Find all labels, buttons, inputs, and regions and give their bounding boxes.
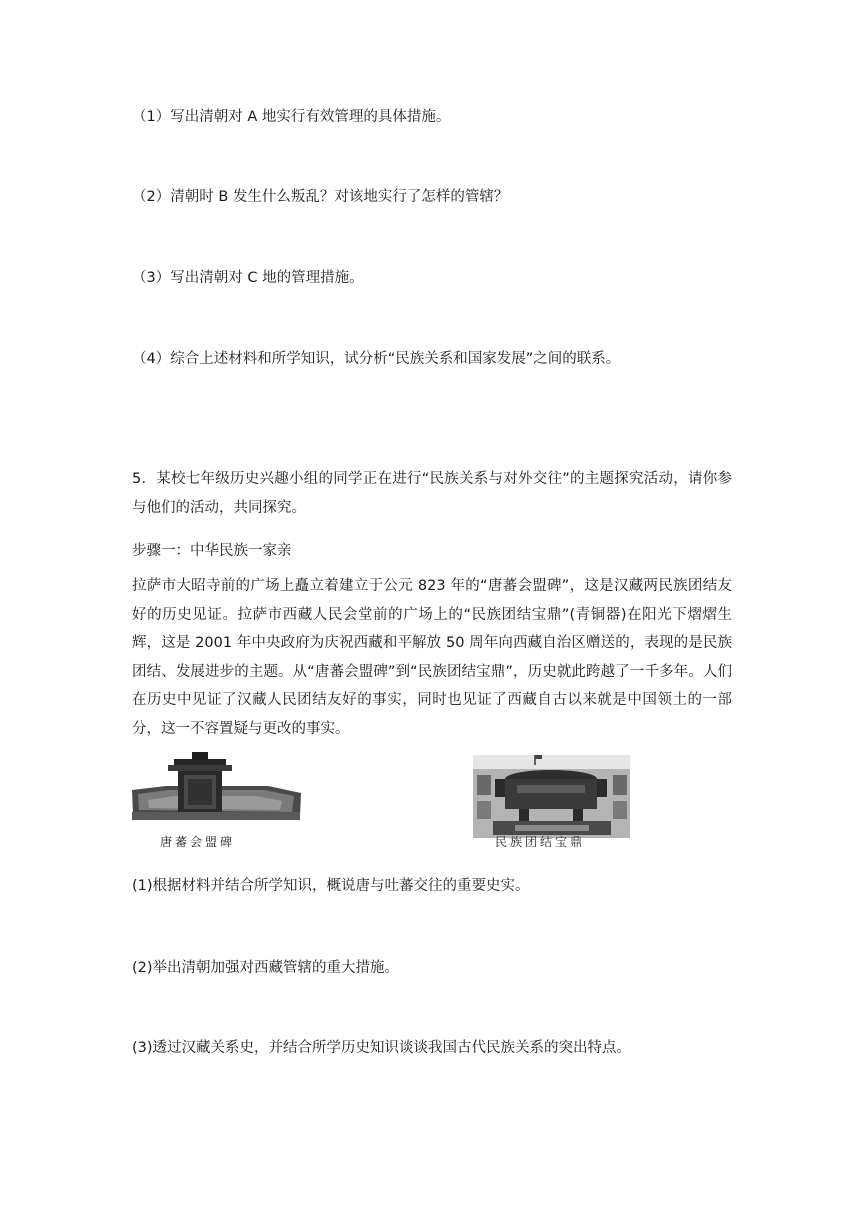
ding-caption: 民族团结宝鼎 xyxy=(495,835,586,849)
question-2: （2）清朝时 B 发生什么叛乱？对该地实行了怎样的管辖？ xyxy=(132,189,509,205)
sub-question-3: (3)透过汉藏关系史，并结合所学历史知识谈谈我国古代民族关系的突出特点。 xyxy=(132,1040,632,1056)
question-3: （3）写出清朝对 C 地的管理措施。 xyxy=(132,270,364,286)
problem-5-intro: 5．某校七年级历史兴趣小组的同学正在进行“民族关系与对外交往”的主题探究活动，请你参与他们的活动，共同探究。 xyxy=(132,471,732,516)
question-4: （4）综合上述材料和所学知识，试分析“民族关系和国家发展”之间的联系。 xyxy=(132,351,621,367)
stele-caption: 唐蕃会盟碑 xyxy=(160,835,236,849)
sub-question-2: (2)举出清朝加强对西藏管辖的重大措施。 xyxy=(132,960,400,976)
step-1-heading: 步骤一：中华民族一家亲 xyxy=(132,543,292,559)
ethnic-unity-ding-image xyxy=(473,755,630,838)
material-paragraph: 拉萨市大昭寺前的广场上矗立着建立于公元 823 年的“唐蕃会盟碑”，这是汉藏两民族团结友好的历史见证。拉萨市西藏人民会堂前的广场上的“民族团结宝鼎”(青铜器)在阳光下熠熠生辉，这是 2001 年中央政府为庆祝西藏和平解放 50 周年向西藏自治区赠送的，表现的是民族团结、发展进步的主题。从“唐蕃会盟碑”到“民族团结宝鼎”，历史就此跨越了一千多年。人们在历史中见证了汉藏人民团结友好的事实，同时也见证了西藏自古以来就是中国领土的一部分，这一不容置疑与更改的事实。 xyxy=(132,578,732,737)
question-1: （1）写出清朝对 A 地实行有效管理的具体措施。 xyxy=(132,109,451,125)
tang-tibet-stele-image xyxy=(130,752,302,827)
sub-question-1: (1)根据材料并结合所学知识，概说唐与吐蕃交往的重要史实。 xyxy=(132,878,530,894)
